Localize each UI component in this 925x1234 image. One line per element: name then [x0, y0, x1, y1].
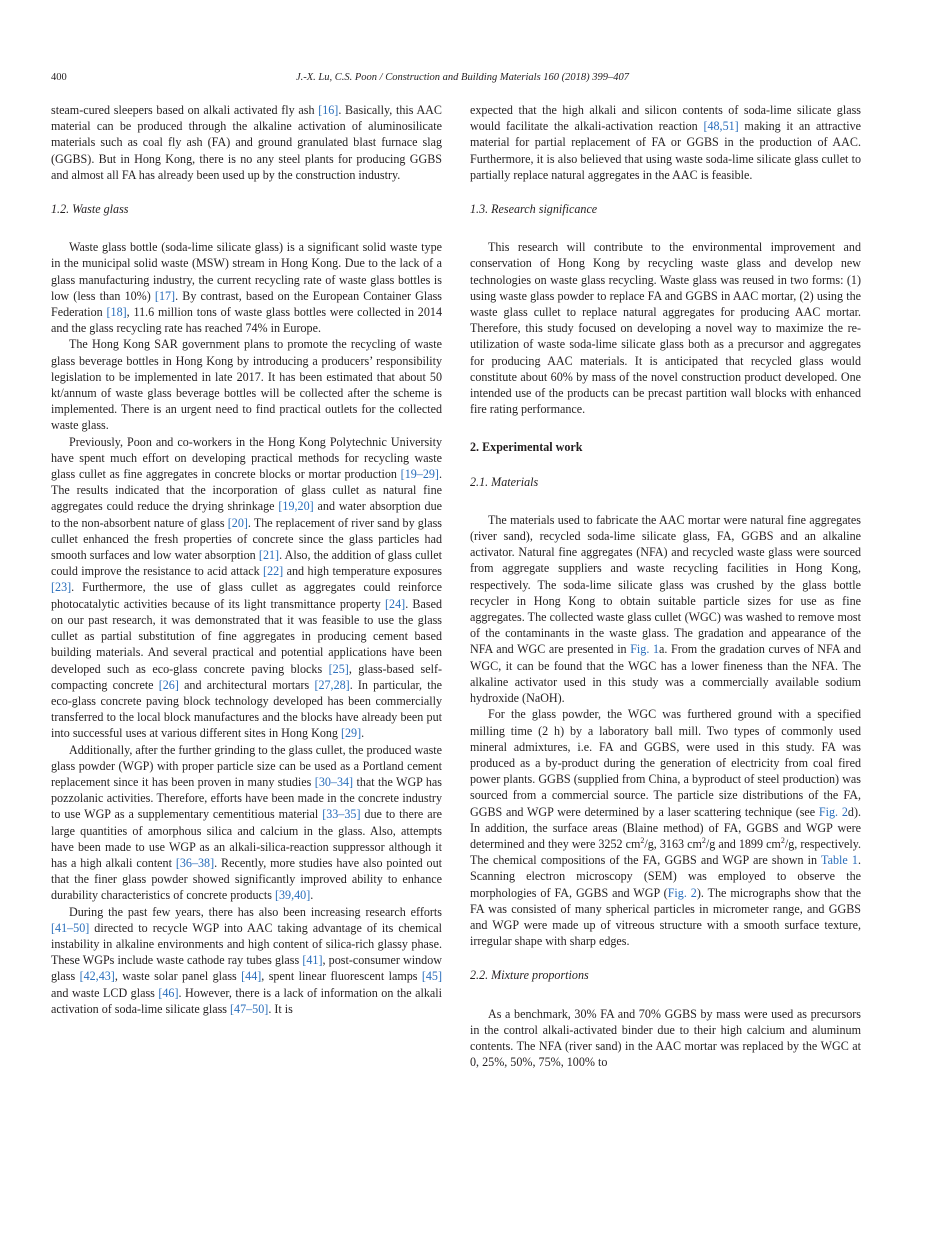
paragraph: During the past few years, there has also been increasing research efforts [41–50] directed to recycle WGP into AAC taking advantage of its chemical instability in alkaline environments and high content of silica-rich glassy phase. These WGPs include waste cathode ray tubes glass [41], post-consumer window glass [42,43], waste solar panel glass [44], spent linear fluorescent lamps [45] and waste LCD glass [46]. However, there is a lack of information on the alkali activation of soda-lime silicate glass [47–50]. It is — [51, 904, 443, 1016]
citation-link[interactable]: [33–35] — [322, 807, 361, 822]
right-column — [470, 102, 861, 1070]
figure-link[interactable]: Fig. 1 — [630, 642, 660, 657]
paragraph: For the glass powder, the WGC was furthered ground with a specified milling time (2 h) by a laboratory ball mill. Two types of commonly used mineral admixtures, i.e. FA and GGBS, were used in this study. FA was produced as a by-product during the generation of electricity from coal fired power plants. GGBS (supplied from China, a byproduct of steel production) was sourced from a commercial source. The particle size distributions of the FA, GGBS and WGP were determined by a laser scattering technique (see Fig. 2d). In addition, the surface areas (Blaine method) of FA, GGBS and WGP were determined and they were 3252 $cm^2/g$, 3163 $cm^2/g$ and 1899 $cm^2/g$, respectively. The chemical compositions of the FA, GGBS and WGP are shown in Table 1. Scanning electron microscopy (SEM) was employed to observe the morphologies of FA, GGBS and WGP (Fig. 2). The micrographs show that the FA was consisted of many spherical particles in micrometer range, and GGBS and WGP were made up of vitreous structure with a smooth surface texture, irregular shape with sharp edges. — [470, 707, 861, 949]
section-heading: 1.2. Waste glass — [51, 202, 129, 217]
citation-link[interactable]: [44] — [241, 969, 262, 984]
citation-link[interactable]: [48,51] — [703, 119, 739, 134]
citation-link[interactable]: [23] — [51, 580, 72, 595]
citation-link[interactable]: [42,43] — [79, 969, 115, 984]
citation-link[interactable]: [30–34] — [314, 774, 354, 789]
figure-link[interactable]: Fig. 2 — [667, 885, 697, 900]
citation-link[interactable]: [24] — [385, 596, 406, 611]
citation-link[interactable]: [45] — [421, 969, 443, 984]
paragraph: Previously, Poon and co-workers in the Hong Kong Polytechnic University have spent much effort on developing practical methods for recycling waste glass cullet as fine aggregates in concrete blocks or mortar production [19–29]. The results indicated that the incorporation of glass cullet as natural fine aggregates could reduce the drying shrinkage [19,20] and water absorption due to the non-absorbent nature of glass [20]. The replacement of river sand by glass cullet enhanced the fresh properties of concrete since the glass particles had smooth surfaces and low water absorption [21]. Also, the addition of glass cullet could improve the resistance to acid attack [22] and high temperature exposures [23]. Furthermore, the use of glass cullet as aggregates could reinforce photocatalytic activities because of its light transmittance property [24]. Based on our past research, it was demonstrated that it was feasible to use the glass cullet as partial substitution of fine aggregates in producing cement based building materials. And several practical and potential applications have been developed such as eco-glass concrete paving blocks [25], glass-based self-compacting concrete [26] and architectural mortars [27,28]. In particular, the eco-glass concrete paving block technology developed has been commercially transferred to the local block manufactures and the blocks have already been put into successful uses at various different sites in Hong Kong [29]. — [51, 434, 443, 741]
citation-link[interactable]: [22] — [263, 564, 284, 579]
paragraph: steam-cured sleepers based on alkali activated fly ash [16]. Basically, this AAC material can be produced through the alkaline activation of aluminosilicate materials such as coal fly ash (FA) and ground granulated blast furnace slag (GGBS). But in Hong Kong, there is no any steel plants for producing GGBS and almost all FA has already been used up by the construction industry. — [51, 103, 442, 182]
section-heading: 2. Experimental work — [470, 440, 583, 455]
superscript: 2 — [640, 835, 645, 845]
section-heading: 2.1. Materials — [470, 474, 539, 489]
superscript: 2 — [780, 835, 785, 845]
citation-link[interactable]: [47–50] — [230, 1001, 269, 1016]
superscript: 2 — [701, 835, 706, 845]
section-heading: 1.3. Research significance — [470, 202, 598, 217]
citation-link[interactable]: [41–50] — [51, 920, 90, 935]
paragraph: The Hong Kong SAR government plans to promote the recycling of waste glass beverage bottles in Hong Kong by introducing a producers’ responsibility legislation to be implemented in late 2017. It has been estimated that about 50 kt/annum of waste glass beverage bottles will be collected after the scheme is implemented. There is an urgent need to find practical outlets for the collected waste glass. — [51, 337, 442, 433]
citation-link[interactable]: [26] — [158, 677, 179, 692]
citation-link[interactable]: [27,28] — [314, 677, 350, 692]
citation-link[interactable]: [18] — [106, 305, 127, 320]
citation-link[interactable]: [36–38] — [175, 855, 215, 870]
citation-link[interactable]: [21] — [258, 548, 280, 563]
citation-link[interactable]: [20] — [227, 515, 248, 530]
running-head: J.-X. Lu, C.S. Poon / Construction and Building Materials 160 (2018) 399–407 — [295, 72, 630, 83]
citation-link[interactable]: [25] — [328, 661, 349, 676]
section-heading: 2.2. Mixture proportions — [470, 968, 589, 983]
page-number: 400 — [51, 72, 67, 83]
citation-link[interactable]: [19,20] — [278, 499, 314, 514]
paragraph: expected that the high alkali and silicon contents of soda-lime silicate glass would facilitate the alkali-activation reaction [48,51] making it an attractive material for partial replacement of FA or GGBS in the production of AAC. Furthermore, it is also believed that using waste soda-lime silicate glass cullet to partially replace natural aggregates in the AAC is feasible. — [470, 103, 861, 182]
paragraph: Additionally, after the further grinding to the glass cullet, the produced waste glass powder (WGP) with proper particle size can be used as a Portland cement replacement since it has been proven in many studies [30–34] that the WGP has pozzolanic activities. Therefore, efforts have been made in the concrete industry to use WGP as a supplementary cementitious material [33–35] due to there are large quantities of amorphous silica and calcium in the glass. Also, attempts have been made to use WGP as an alkali-silica-reaction suppressor although it has a high alkali content [36–38]. Recently, more studies have also pointed out that the finer glass powder showed significantly improved ability to enhance durability characteristics of concrete products [39,40]. — [51, 742, 443, 903]
citation-link[interactable]: [41] — [302, 953, 323, 968]
paragraph: This research will contribute to the environmental improvement and conservation of Hong Kong by recycling waste glass and develop new technologies on waste glass recycling. Waste glass was reused in two forms: (1) using waste glass powder to replace FA and GGBS in AAC mortar, (2) using the waste glass cullet to replace natural aggregates for producing AAC mortar. Therefore, this study focused on developing a novel way to maximize the re-utilization of waste soda-lime silicate glass both as a precursor and aggregates for producing AAC materials. It is anticipated that recycled glass would constitute about 60% by mass of the novel construction product developed. One intended use of the products can be precast partition wall blocks with enhanced fire rating performance. — [470, 240, 861, 417]
paragraph: As a benchmark, 30% FA and 70% GGBS by mass were used as precursors in the control alkali-activated binder due to their high calcium and aluminum contents. The NFA (river sand) in the AAC mortar was replaced by the WGC at 0, 25%, 50%, 75%, 100% to — [470, 1006, 861, 1070]
citation-link[interactable]: [29] — [340, 726, 362, 741]
figure-link[interactable]: Fig. 2 — [818, 804, 848, 819]
table-link[interactable]: Table 1 — [821, 853, 858, 868]
citation-link[interactable]: [16] — [318, 103, 339, 117]
citation-link[interactable]: [19–29] — [400, 467, 439, 482]
paragraph: Waste glass bottle (soda-lime silicate glass) is a significant solid waste type in the municipal solid waste (MSW) stream in Hong Kong. Due to the lack of a glass manufacturing industry, the current recycling rate of waste glass bottles is low (less than 10%) [17]. By contrast, based on the European Container Glass Federation [18], 11.6 million tons of waste glass bottles were collected in 2014 and the glass recycling rate has reached 74% in Europe. — [51, 240, 443, 336]
citation-link[interactable]: [46] — [158, 985, 179, 1000]
citation-link[interactable]: [17] — [154, 288, 176, 303]
paragraph: The materials used to fabricate the AAC mortar were natural fine aggregates (river sand), recycled soda-lime silicate glass, FA, GGBS and an alkaline activator. Natural fine aggregates (NFA) and recycled waste glass were sourced from aggregate suppliers and waste recycling facilities in Hong Kong, respectively. The soda-lime silicate glass was crushed by the glass bottle recycler in Hong Kong to obtain suitable particle sizes for use as fine aggregates. The collected waste glass cullet (WGC) was washed to remove most of the contaminants in the waste glass. The gradation and appearance of the NFA and WGC are presented in Fig. 1a. From the gradation curves of NFA and WGC, it can be found that the WGC has a lower fineness than the NFA. The alkaline activator used in this study was a commercially available sodium hydroxide (NaOH). — [470, 512, 861, 706]
citation-link[interactable]: [39,40] — [274, 888, 311, 903]
left-column — [51, 102, 442, 1017]
